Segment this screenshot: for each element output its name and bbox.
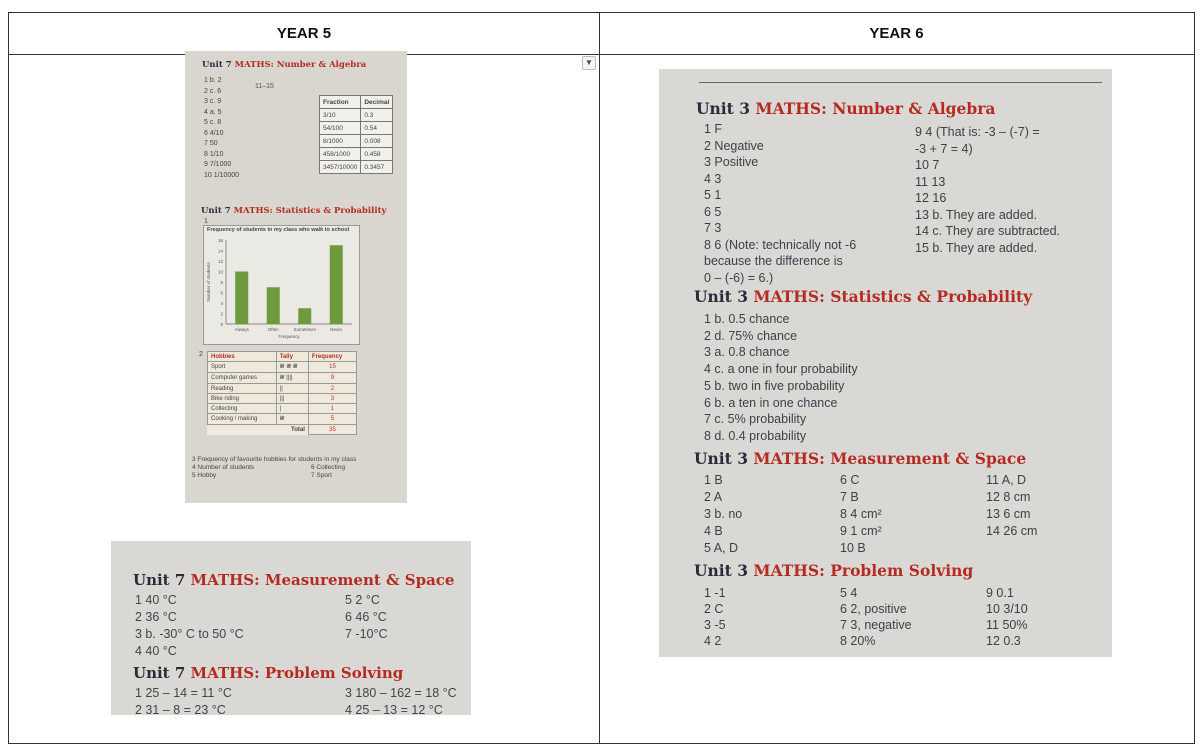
answer-item: 9 4 (That is: -3 – (-7) = xyxy=(915,125,1040,139)
measurement-col-3 xyxy=(986,472,1037,540)
unit-heading: Unit 3 MATHS: Measurement & Space xyxy=(694,449,1027,468)
cell-dropdown-icon[interactable]: ▼ xyxy=(582,56,596,70)
answer-item: 1 F xyxy=(704,122,723,136)
notes-right xyxy=(311,464,345,480)
problem-col-2 xyxy=(840,585,912,649)
hobby-tally-table: Hobbies Tally Frequency Sport 𝍸 𝍸 𝍸 15 Computer games 𝍸 |||| 9 Reading || 2 Bike riding ||| 3 Collecting | 1 Cooking / making 𝍸 5 Total 35 xyxy=(207,351,357,435)
table-row xyxy=(320,109,393,122)
answer-item: 14 26 cm xyxy=(986,524,1038,538)
table-cell: | xyxy=(276,404,308,414)
answer-item: 5 A, D xyxy=(704,541,739,555)
table-row xyxy=(208,373,357,384)
answer-item: 1 B xyxy=(704,473,723,487)
answer-item: 6 46 °C xyxy=(345,610,387,624)
table-cell: 𝍸 |||| xyxy=(276,373,308,384)
answer-item: 14 c. They are subtracted. xyxy=(915,224,1060,238)
table-cell: 2 xyxy=(308,384,356,394)
table-cell: 15 xyxy=(308,362,356,373)
bar xyxy=(298,308,311,324)
problem-col-1 xyxy=(704,585,726,649)
question-number: 1 xyxy=(204,218,208,225)
answer-item: 15 b. They are added. xyxy=(915,240,1038,255)
table-cell: ||| xyxy=(276,394,308,404)
answer-item: 2 c. 6 xyxy=(204,87,222,95)
answer-item: 5 c. 8 xyxy=(204,119,222,126)
answer-item: 11 A, D xyxy=(986,473,1027,487)
bar xyxy=(330,245,343,324)
measurement-col-1 xyxy=(704,472,742,557)
answer-item: 3 -5 xyxy=(704,618,726,632)
answer-item: 3 b. -30° C to 50 °C xyxy=(135,627,244,641)
chart-plot xyxy=(204,226,361,344)
note-item: 6 Collecting xyxy=(311,464,345,471)
unit-heading: Unit 7 MATHS: Statistics & Probability xyxy=(201,206,387,216)
table-cell: 0.008 xyxy=(361,135,393,148)
y-tick-label: 4 xyxy=(220,301,223,306)
answer-item: 2 36 °C xyxy=(135,610,177,624)
year5-answers-photo-1 xyxy=(185,51,407,503)
answer-item: 4 25 – 13 = 12 °C xyxy=(345,703,443,715)
y-tick-label: 8 xyxy=(220,280,223,285)
unit-heading: Unit 7 MATHS: Measurement & Space xyxy=(133,571,455,589)
table-cell: 3 xyxy=(308,394,356,404)
year5-header: YEAR 5 xyxy=(276,25,332,42)
answers-right xyxy=(915,124,1060,256)
column-divider xyxy=(599,13,600,743)
unit-heading: Unit 3 MATHS: Number & Algebra xyxy=(696,99,996,118)
answer-item: 8 6 (Note: technically not -6 xyxy=(704,237,857,252)
table-cell: 9 xyxy=(308,373,356,384)
answer-item: 8 1/10 xyxy=(204,150,224,158)
answer-item: 0 – (-6) = 6.) xyxy=(704,270,774,285)
answer-item: 3 a. 0.8 chance xyxy=(704,345,790,360)
answer-item: 8 4 cm² xyxy=(840,507,882,521)
answer-item: 11 13 xyxy=(915,174,946,189)
answer-item: 6 5 xyxy=(704,204,722,219)
table-cell: 0.458 xyxy=(361,148,393,161)
y-tick-label: 0 xyxy=(220,322,223,327)
table-cell: 3/10 xyxy=(320,109,361,122)
answer-item: 5 4 xyxy=(840,586,858,600)
answer-item: 6 4/10 xyxy=(204,129,224,137)
y-tick-label: 12 xyxy=(217,259,223,264)
x-tick-label: Often xyxy=(267,327,279,332)
problem-answers-left xyxy=(135,685,232,715)
unit-heading: Unit 3 MATHS: Problem Solving xyxy=(694,561,974,580)
table-row xyxy=(320,148,393,161)
answer-item: 3 180 – 162 = 18 °C xyxy=(345,686,457,700)
answer-item: 5 b. two in five probability xyxy=(704,378,845,393)
table-row xyxy=(320,135,393,148)
table-cell: Reading xyxy=(208,384,277,394)
answer-item: 2 d. 75% chance xyxy=(704,328,798,343)
y-tick-label: 6 xyxy=(220,290,223,296)
bar-chart xyxy=(203,225,360,345)
answer-item: 10 3/10 xyxy=(986,602,1028,616)
answers-left xyxy=(704,121,856,286)
table-cell: Sport xyxy=(208,362,277,373)
table-cell: 0.3 xyxy=(361,109,393,122)
top-rule xyxy=(699,82,1102,83)
answer-item: 2 Negative xyxy=(704,138,764,153)
problem-answers-right xyxy=(345,685,457,715)
chart-title: Frequency of students in my class who walk to school xyxy=(207,227,350,233)
answer-item: 12 8 cm xyxy=(986,490,1031,504)
answer-item: 7 -10°C xyxy=(345,627,388,641)
y-tick-label: 10 xyxy=(217,269,223,275)
measurement-col-2 xyxy=(840,472,882,557)
answer-item: 4 40 °C xyxy=(135,644,177,658)
answer-item: 4 B xyxy=(704,524,723,538)
answers-left xyxy=(135,592,244,660)
answer-item: 8 20% xyxy=(840,634,876,648)
answer-item: 1 -1 xyxy=(704,586,726,600)
unit-heading: Unit 3 MATHS: Statistics & Probability xyxy=(694,287,1033,306)
answer-item: because the difference is xyxy=(704,254,843,268)
answer-item: 7 50 xyxy=(204,140,218,147)
table-cell: 𝍸 𝍸 𝍸 xyxy=(276,362,308,373)
problem-col-3 xyxy=(986,585,1028,649)
answer-item: 12 16 xyxy=(915,191,947,205)
table-row xyxy=(320,122,393,135)
answer-item: 3 c. 9 xyxy=(204,98,222,105)
fraction-table: Fraction Decimal 3/10 0.3 54/100 0.54 8/1000 0.008 458/1000 0.458 3457/10000 0.3457 xyxy=(319,95,393,174)
answer-item: 4 3 xyxy=(704,171,722,186)
x-tick-label: Never xyxy=(330,327,343,332)
answers-right xyxy=(345,592,388,643)
answer-item: 10 1/10000 xyxy=(204,171,240,179)
note-item: 5 Hobby xyxy=(192,472,217,479)
answer-item: 7 3 xyxy=(704,221,722,235)
answer-item: 4 a. 5 xyxy=(204,108,222,116)
bar xyxy=(267,287,280,324)
answer-item: 2 C xyxy=(704,602,724,616)
unit-heading: Unit 7 MATHS: Number & Algebra xyxy=(202,60,367,70)
answer-item: 1 b. 0.5 chance xyxy=(704,312,790,326)
y-tick-label: 16 xyxy=(217,238,223,243)
y-axis-label: Number of students xyxy=(206,262,211,302)
x-tick-label: Always xyxy=(234,327,249,332)
answer-item: 1 25 – 14 = 11 °C xyxy=(135,686,232,700)
answer-item: 13 6 cm xyxy=(986,507,1031,521)
table-cell: Cooking / making xyxy=(208,414,277,425)
table-row xyxy=(320,161,393,174)
answer-item: 10 7 xyxy=(915,158,940,172)
year6-header: YEAR 6 xyxy=(869,25,924,42)
table-cell: 3457/10000 xyxy=(320,161,361,174)
answer-item: 8 d. 0.4 probability xyxy=(704,428,807,443)
answer-item: 6 b. a ten in one chance xyxy=(704,395,838,410)
year6-answers-photo xyxy=(659,69,1112,657)
answer-item: 7 3, negative xyxy=(840,618,912,632)
table-cell: 5 xyxy=(308,414,356,425)
table-cell: 54/100 xyxy=(320,122,361,135)
table-row xyxy=(208,404,357,414)
answer-item: 2 31 – 8 = 23 °C xyxy=(135,703,226,715)
answer-item: 7 c. 5% probability xyxy=(704,412,807,427)
table-cell: Bike riding xyxy=(208,394,277,404)
table-row xyxy=(208,414,357,425)
answer-list xyxy=(204,76,239,181)
answer-item: 3 b. no xyxy=(704,507,743,521)
table-cell: Collecting xyxy=(208,404,277,414)
answer-item: 6 C xyxy=(840,473,860,487)
answer-item: 9 0.1 xyxy=(986,586,1014,600)
table-cell: 𝍸 xyxy=(276,414,308,425)
answer-item: 1 b. 2 xyxy=(204,77,222,84)
answer-item: 4 c. a one in four probability xyxy=(704,362,858,377)
answer-item: 12 0.3 xyxy=(986,634,1021,648)
note-item: 3 Frequency of favourite hobbies for students in my class xyxy=(192,456,357,463)
question-number: 2 xyxy=(199,351,203,358)
answer-item: 7 B xyxy=(840,490,859,504)
table-cell: || xyxy=(276,384,308,394)
unit-heading: Unit 7 MATHS: Problem Solving xyxy=(133,664,404,682)
question-range: 11–15 xyxy=(255,83,274,90)
note-item: 4 Number of students xyxy=(192,464,255,471)
year5-answers-photo-2 xyxy=(111,541,471,715)
table-cell: 8/1000 xyxy=(320,135,361,148)
answer-item: 10 B xyxy=(840,541,866,555)
x-axis-label: Frequency xyxy=(278,334,300,339)
answer-item: 2 A xyxy=(704,490,723,504)
table-cell: 1 xyxy=(308,404,356,414)
answer-item: 1 40 °C xyxy=(135,593,177,607)
answer-item: 5 2 °C xyxy=(345,593,380,607)
table-row xyxy=(208,384,357,394)
y-tick-label: 2 xyxy=(220,311,223,317)
table-cell: 0.3457 xyxy=(361,161,393,174)
table-cell: 0.54 xyxy=(361,122,393,135)
answer-item: 13 b. They are added. xyxy=(915,207,1038,222)
x-tick-label: Sometimes xyxy=(293,327,317,332)
answer-item: -3 + 7 = 4) xyxy=(915,141,973,156)
answer-item: 4 2 xyxy=(704,634,722,648)
table-cell: Computer games xyxy=(208,373,277,384)
answer-item: 9 7/1000 xyxy=(204,161,232,168)
table-row xyxy=(208,362,357,373)
answer-item: 5 1 xyxy=(704,188,722,202)
answer-item: 6 2, positive xyxy=(840,602,907,616)
table-row xyxy=(208,394,357,404)
probability-answers xyxy=(704,311,858,445)
note-item: 7 Sport xyxy=(311,472,332,479)
table-cell: 458/1000 xyxy=(320,148,361,161)
answer-item: 3 Positive xyxy=(704,155,759,169)
answer-item: 9 1 cm² xyxy=(840,524,882,538)
bar xyxy=(235,272,248,325)
y-tick-label: 14 xyxy=(217,248,223,254)
answer-item: 11 50% xyxy=(986,618,1028,632)
